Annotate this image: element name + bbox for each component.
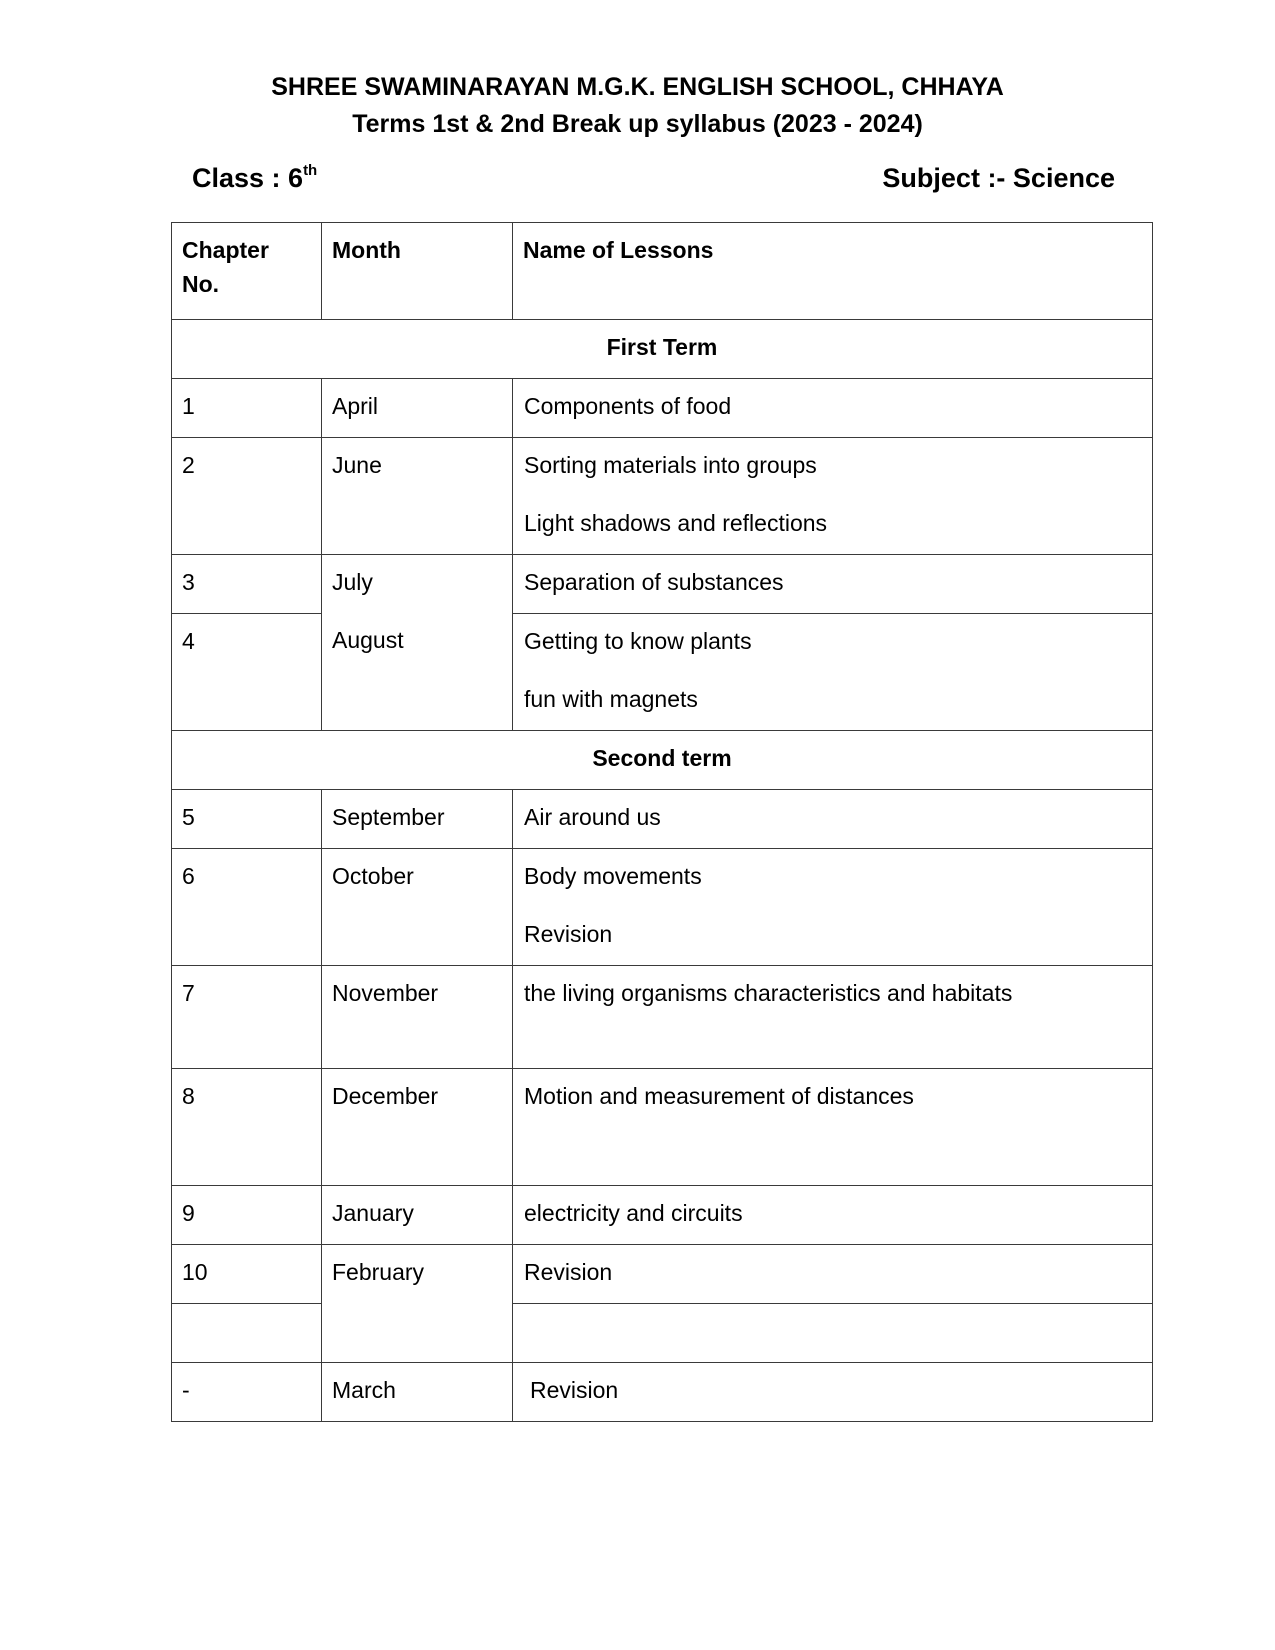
chapter-cell: 8 [172, 1069, 322, 1186]
month-item: July [332, 569, 373, 595]
chapter-cell: 3 [172, 555, 322, 614]
chapter-cell: 7 [172, 966, 322, 1069]
month-cell: December [322, 1069, 513, 1186]
chapter-cell: 6 [172, 849, 322, 966]
syllabus-table [171, 222, 1153, 1422]
term-row-first [172, 320, 1153, 379]
class-label-text: Class : 6 [192, 163, 304, 193]
month-cell: February [322, 1245, 513, 1363]
chapter-cell [172, 1304, 322, 1363]
chapter-cell: 1 [172, 379, 322, 438]
table-row [172, 555, 1153, 614]
lessons-cell: electricity and circuits [513, 1186, 1153, 1245]
month-cell: September [322, 790, 513, 849]
month-cell: January [322, 1186, 513, 1245]
column-header-month: Month [322, 223, 513, 320]
chapter-cell: 5 [172, 790, 322, 849]
table-header-row [172, 223, 1153, 320]
table-row [172, 1245, 1153, 1304]
month-item: August [332, 627, 404, 653]
column-header-lessons: Name of Lessons [513, 223, 1153, 320]
month-cell: March [322, 1363, 513, 1422]
table-row [172, 1363, 1153, 1422]
lessons-cell: Revision [513, 1245, 1153, 1304]
class-label [192, 163, 317, 194]
lessons-cell [513, 614, 1153, 731]
lessons-cell [513, 1304, 1153, 1363]
table-row [172, 966, 1153, 1069]
lesson-item: Revision [524, 921, 613, 947]
chapter-cell: - [172, 1363, 322, 1422]
table-row [172, 438, 1153, 555]
table-row [172, 790, 1153, 849]
lessons-cell: Separation of substances [513, 555, 1153, 614]
school-name: SHREE SWAMINARAYAN M.G.K. ENGLISH SCHOOL, CHHAYA [271, 73, 1004, 101]
chapter-cell: 10 [172, 1245, 322, 1304]
first-term-heading: First Term [172, 320, 1153, 379]
table-row [172, 849, 1153, 966]
table-row [172, 1304, 1153, 1363]
lessons-cell: Air around us [513, 790, 1153, 849]
second-term-heading: Second term [172, 731, 1153, 790]
term-row-second [172, 731, 1153, 790]
lessons-cell: Revision [513, 1363, 1153, 1422]
chapter-cell: 4 [172, 614, 322, 731]
lesson-item: Light shadows and reflections [524, 510, 828, 536]
subject-label: Subject :- Science [882, 163, 1115, 193]
table-row [172, 1186, 1153, 1245]
lessons-cell: Motion and measurement of distances [513, 1069, 1153, 1186]
lessons-cell [513, 438, 1153, 555]
column-header-chapter: Chapter No. [172, 223, 322, 320]
month-cell: June [322, 438, 513, 555]
lesson-item: Sorting materials into groups [524, 452, 817, 478]
class-label-sup: th [303, 162, 318, 179]
lessons-cell: the living organisms characteristics and habitats [513, 966, 1153, 1069]
table-row [172, 1069, 1153, 1186]
month-cell: April [322, 379, 513, 438]
month-cell: November [322, 966, 513, 1069]
lesson-item: fun with magnets [524, 686, 698, 712]
syllabus-subtitle: Terms 1st & 2nd Break up syllabus (2023 - 2024) [352, 110, 923, 138]
month-cell: October [322, 849, 513, 966]
lesson-item: Getting to know plants [524, 628, 752, 654]
chapter-cell: 9 [172, 1186, 322, 1245]
lessons-cell: Components of food [513, 379, 1153, 438]
table-row [172, 379, 1153, 438]
lessons-cell [513, 849, 1153, 966]
month-cell [322, 555, 513, 731]
table-row [172, 614, 1153, 731]
lesson-item: Body movements [524, 863, 702, 889]
chapter-cell: 2 [172, 438, 322, 555]
